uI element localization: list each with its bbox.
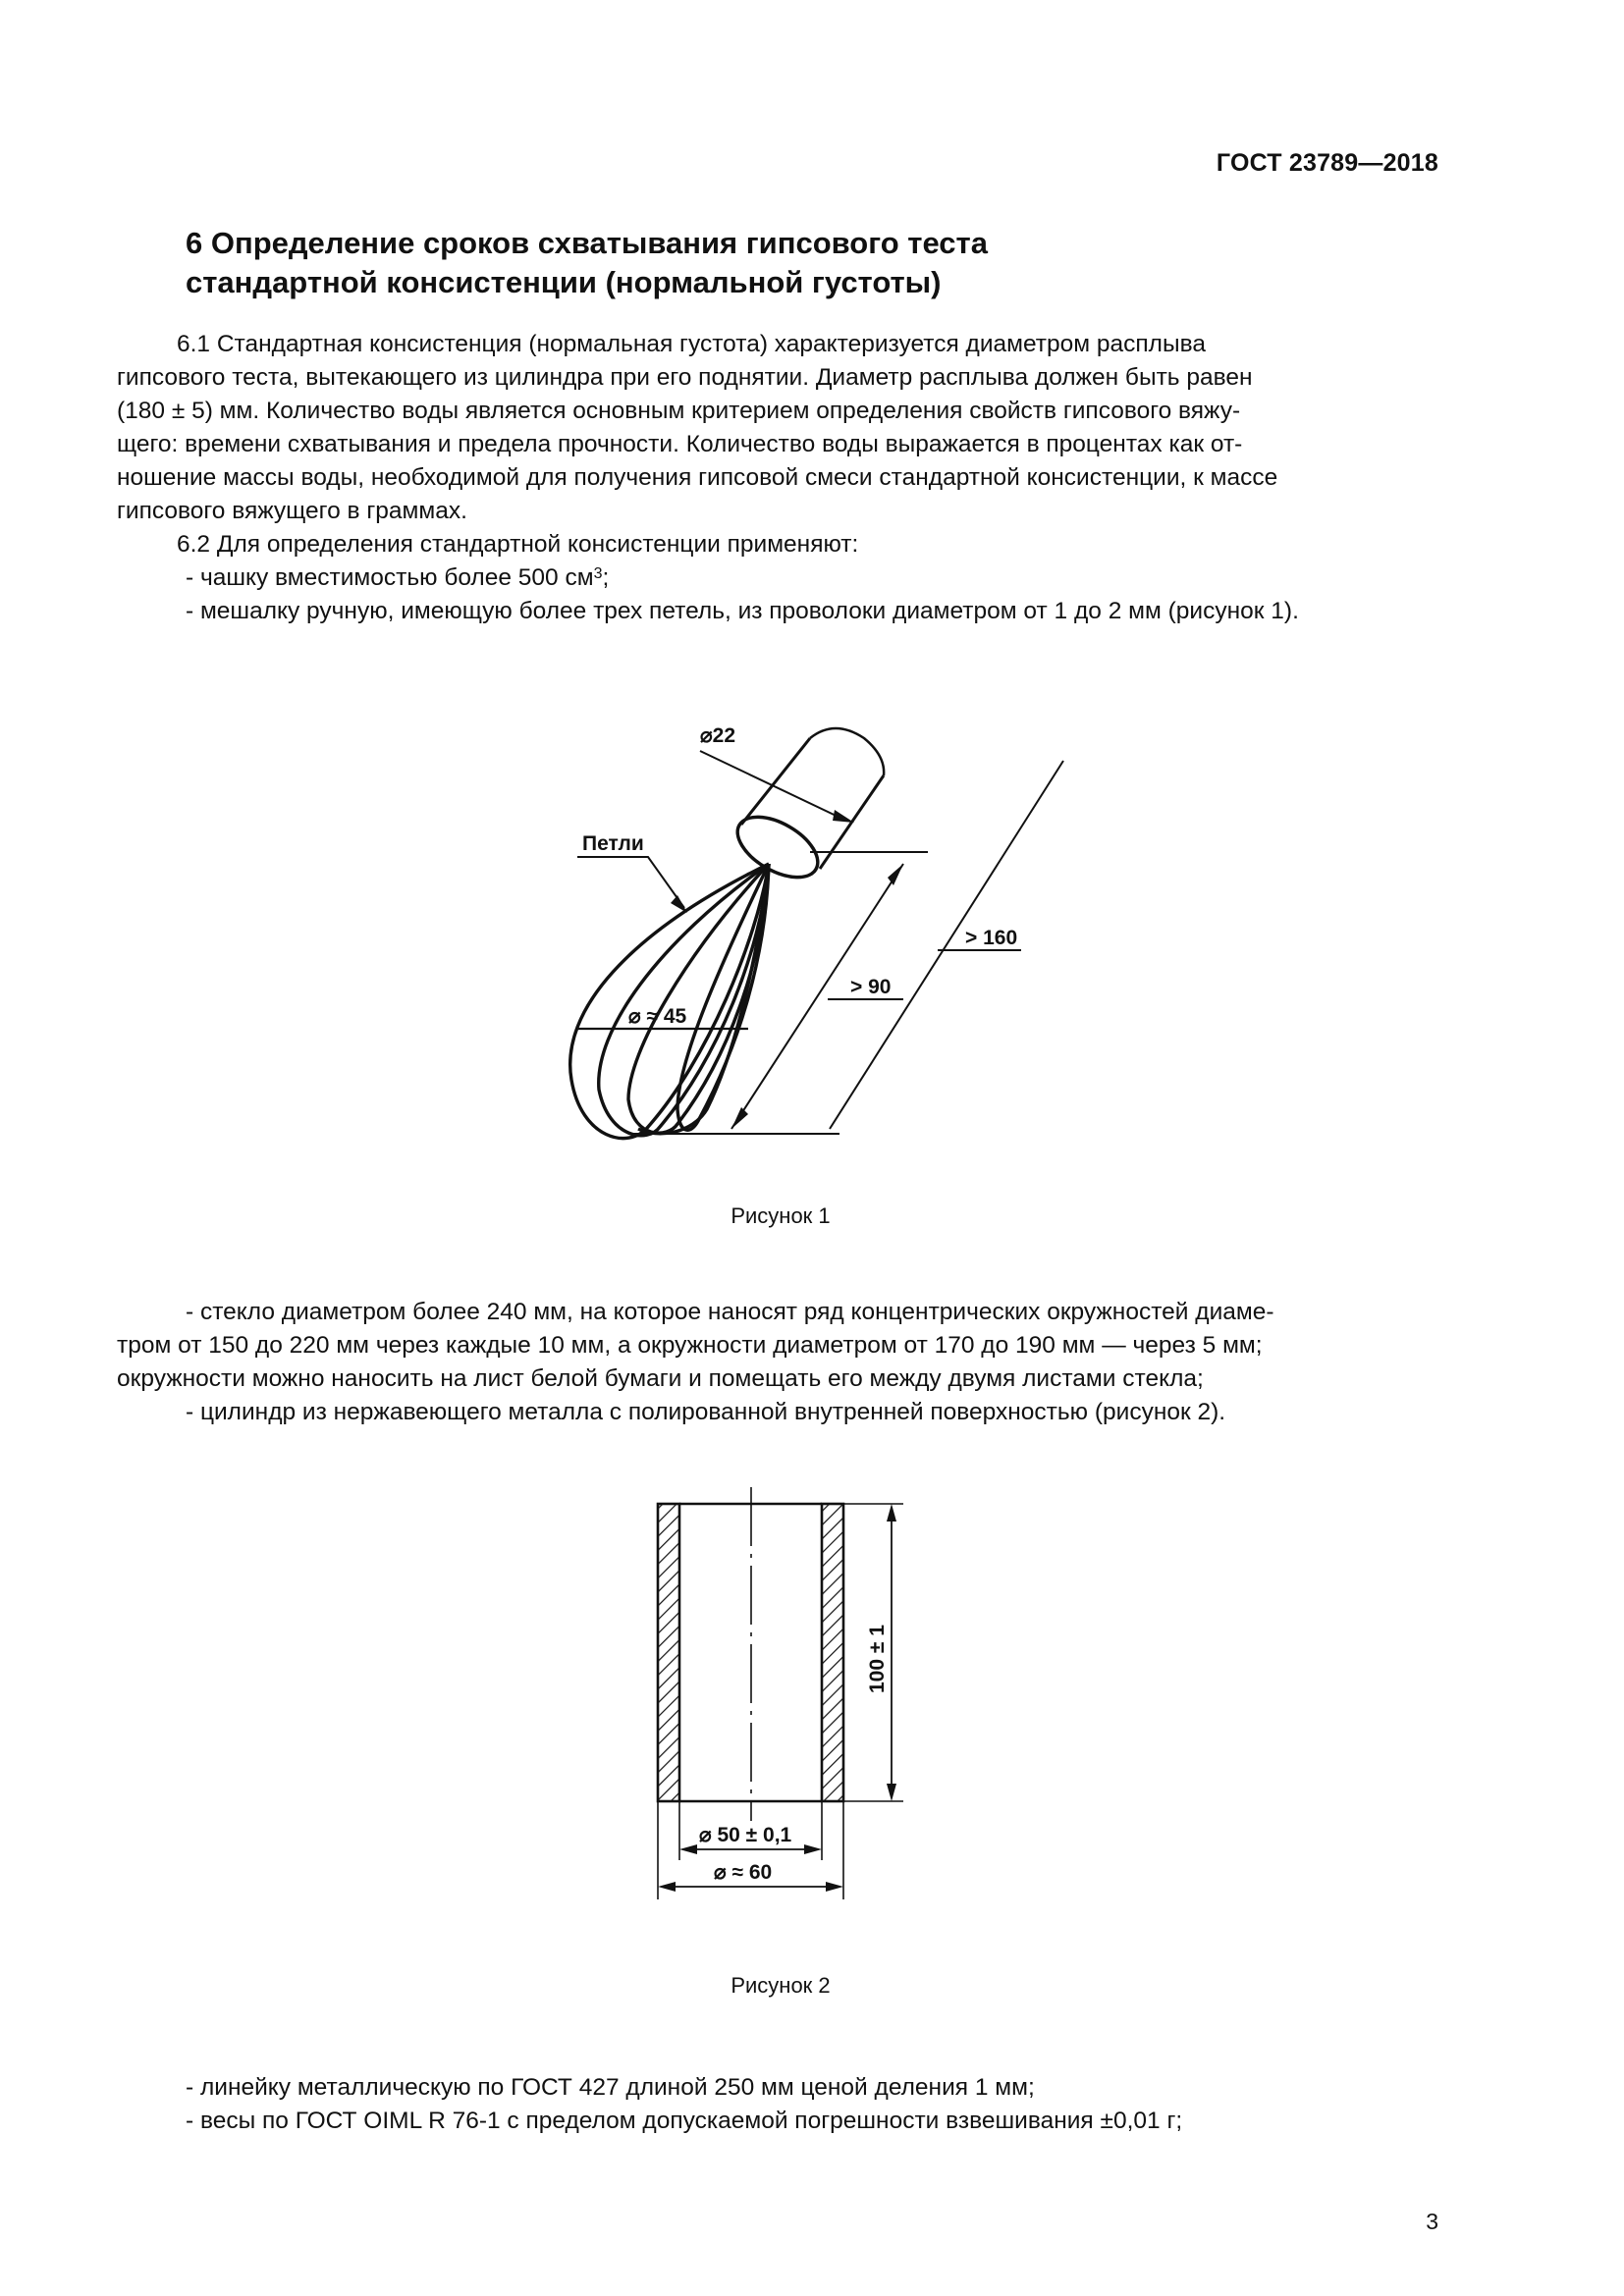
cylinder-left-wall (658, 1504, 679, 1801)
para-6-1-line-5: ношение массы воды, необходимой для получения гипсовой смеси стандартной консистенции, к массе (117, 464, 1278, 491)
figure-2-caption: Рисунок 2 (731, 1973, 831, 1998)
loops-leader (577, 857, 684, 908)
label-inner-diameter: ⌀ 50 ± 0,1 (699, 1824, 792, 1846)
para-6-1-line-3: (180 ± 5) мм. Количество воды является основным критерием определения свойств гипсового вяжу- (117, 398, 1241, 424)
item-1-punct: ; (602, 564, 610, 591)
para-6-1-line-1: 6.1 Стандартная консистенция (нормальная густота) характеризуется диаметром расплыва (177, 331, 1206, 357)
item-1-text: - чашку вместимостью более 500 см (186, 564, 594, 591)
item-1-superscript: 3 (593, 565, 603, 582)
figure-1-caption: Рисунок 1 (731, 1203, 831, 1228)
para-6-1-line-6: гипсового вяжущего в граммах. (117, 498, 467, 524)
label-loop-length: > 90 (850, 976, 892, 998)
para-glass-line-3: окружности можно наносить на лист белой бумаги и помещать его между двумя листами стекла; (117, 1365, 1204, 1392)
tail-line-1: - линейку металлическую по ГОСТ 427 длиной 250 мм ценой деления 1 мм; (186, 2074, 1035, 2101)
label-loop-diameter: ⌀ ≈ 45 (628, 1005, 687, 1028)
label-handle-diameter: ⌀22 (700, 724, 736, 747)
para-glass-line-2: тром от 150 до 220 мм через каждые 10 мм, а окружности диаметром от 170 до 190 мм — через 5 мм; (117, 1332, 1263, 1359)
section-title-line-1: 6 Определение сроков схватывания гипсового теста (186, 226, 988, 260)
label-total-length: > 160 (965, 927, 1018, 949)
whisk-handle (728, 728, 884, 889)
label-loops: Петли (582, 832, 644, 855)
cylinder-right-wall (822, 1504, 843, 1801)
para-glass-line-4: - цилиндр из нержавеющего металла с полированной внутренней поверхностью (рисунок 2). (186, 1399, 1226, 1425)
page-number: 3 (1426, 2209, 1438, 2234)
para-6-2-intro: 6.2 Для определения стандартной консистенции применяют: (177, 531, 859, 558)
handle-diameter-leader (700, 751, 846, 821)
para-glass-line-1: - стекло диаметром более 240 мм, на которое наносят ряд концентрических окружностей диаме- (186, 1299, 1274, 1325)
para-6-1-line-4: щего: времени схватывания и предела прочности. Количество воды выражается в процентах как от- (117, 431, 1243, 457)
section-title-line-2: стандартной консистенции (нормальной густоты) (186, 265, 942, 299)
label-cylinder-height: 100 ± 1 (866, 1625, 889, 1693)
dim-line-160 (830, 761, 1063, 1129)
para-6-2-item-2: - мешалку ручную, имеющую более трех петель, из проволоки диаметром от 1 до 2 мм (рисунок 1). (186, 598, 1299, 624)
tail-line-2: - весы по ГОСТ OIML R 76-1 с пределом допускаемой погрешности взвешивания ±0,01 г; (186, 2108, 1183, 2134)
para-6-1-line-2: гипсового теста, вытекающего из цилиндра при его поднятии. Диаметр расплыва должен быть равен (117, 364, 1253, 391)
label-outer-diameter: ⌀ ≈ 60 (714, 1861, 773, 1884)
document-code-header: ГОСТ 23789—2018 (1216, 149, 1438, 177)
whisk-loops (570, 864, 769, 1139)
